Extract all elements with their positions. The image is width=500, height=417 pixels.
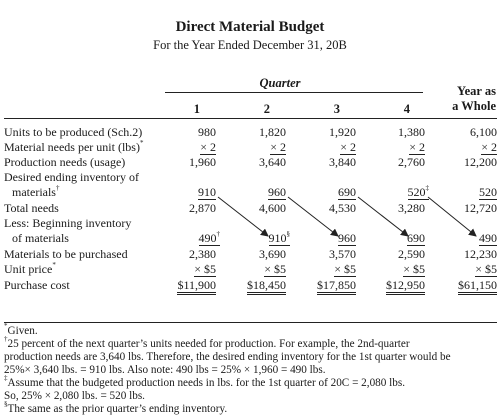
footnote-assume-line2: So, 25% × 2,080 lbs. = 520 lbs.: [4, 390, 145, 402]
cell-q2: 4,600: [259, 201, 286, 215]
row-label: Less: Beginning inventory: [4, 216, 132, 230]
cell-q4: 3,280: [398, 201, 425, 215]
cell-q2: 1,820: [259, 125, 286, 139]
arrow-q1-to-q2: [218, 197, 268, 236]
cell-q1: $11,900: [177, 278, 216, 295]
cell-year: 490: [479, 231, 497, 245]
footnote-percent-line2: production needs are 3,640 lbs. Therefore, the desired ending inventory for the 1st quarter would be: [4, 351, 451, 363]
cell-q3: 4,530: [329, 201, 356, 215]
column-header-q2: 2: [263, 102, 270, 116]
quarter-header: Quarter: [259, 76, 301, 90]
cell-q1: 490†: [198, 230, 220, 245]
cell-q2: 960: [268, 185, 286, 199]
cell-q4: 2,590: [398, 247, 425, 261]
cell-year: × 2: [481, 140, 497, 154]
cell-q4: 520‡: [407, 184, 429, 199]
arrow-q2-to-q3: [288, 197, 338, 236]
cell-year: 6,100: [470, 125, 497, 139]
cell-q1: × $5: [194, 262, 216, 276]
cell-q1: 2,870: [189, 201, 216, 215]
cell-q2: × 2: [270, 140, 286, 154]
given-mark: *: [139, 139, 144, 147]
arrow-q3-to-q4: [358, 197, 408, 236]
cell-q2: × $5: [264, 262, 286, 276]
section-mark: §: [286, 230, 290, 238]
cell-year: × $5: [475, 262, 497, 276]
cell-q2: 3,690: [259, 247, 286, 261]
cell-year: 12,720: [464, 201, 497, 215]
cell-q1: 2,380: [189, 247, 216, 261]
cell-q3: × 2: [340, 140, 356, 154]
row-label: Materials to be purchased: [4, 247, 128, 261]
row-label: materials†: [12, 184, 60, 199]
cell-year: 12,200: [464, 155, 497, 169]
year-header-line1: Year as: [456, 84, 496, 98]
cell-q1: 910: [198, 185, 216, 199]
column-header-q1: 1: [193, 102, 200, 116]
cell-q2: 910§: [268, 230, 290, 245]
footnote-given: *Given.: [4, 322, 38, 337]
arrow-q4-to-year: [428, 197, 476, 236]
cell-q1: × 2: [200, 140, 216, 154]
cell-q2: 3,640: [259, 155, 286, 169]
cell-q3: × $5: [334, 262, 356, 276]
row-label: Material needs per unit (lbs)*: [4, 139, 144, 154]
cell-q4: $12,950: [386, 278, 425, 295]
cell-q3: $17,850: [317, 278, 356, 295]
row-label: Production needs (usage): [4, 155, 126, 169]
cell-q1: 980: [198, 125, 216, 139]
column-header-q3: 3: [333, 102, 340, 116]
cell-q3: 3,840: [329, 155, 356, 169]
footnote-assume-line1: ‡Assume that the budgeted production needs in lbs. for the 1st quarter of 20C = 2,080 lbs.: [4, 374, 405, 389]
footnote-percent-line1: †25 percent of the next quarter’s units needed for production. For example, the 2nd-quarter: [4, 335, 410, 350]
cell-q3: 960: [338, 231, 356, 245]
budget-subtitle: For the Year Ended December 31, 20B: [153, 38, 347, 52]
footnote-same: §The same as the prior quarter’s ending inventory.: [4, 400, 228, 415]
footnote-percent-line3: 25%× 3,640 lbs. = 910 lbs. Also note: 490 lbs = 25% × 1,960 = 490 lbs.: [4, 364, 326, 376]
cell-q3: 690: [338, 185, 356, 199]
row-label: Desired ending inventory of: [4, 170, 139, 184]
row-label: of materials: [12, 231, 69, 245]
cell-q3: 1,920: [329, 125, 356, 139]
cell-q4: 2,760: [398, 155, 425, 169]
year-header-line2: a Whole: [452, 99, 496, 113]
dagger-mark: †: [216, 230, 220, 238]
cell-q4: 690: [407, 231, 425, 245]
cell-year: 520: [479, 185, 497, 199]
cell-year: $61,150: [458, 278, 497, 295]
cell-q4: × 2: [409, 140, 425, 154]
row-label: Purchase cost: [4, 278, 70, 292]
cell-year: 12,230: [464, 247, 497, 261]
row-label: Unit price*: [4, 261, 56, 276]
cell-q4: 1,380: [398, 125, 425, 139]
budget-title: Direct Material Budget: [175, 19, 325, 35]
bottom-rule: [4, 322, 497, 323]
column-header-q4: 4: [403, 102, 410, 116]
cell-q1: 1,960: [189, 155, 216, 169]
cell-q2: $18,450: [247, 278, 286, 295]
cell-q3: 3,570: [329, 247, 356, 261]
given-mark: *: [52, 261, 56, 269]
double-dagger-mark: ‡: [425, 184, 429, 192]
dagger-mark: †: [55, 184, 60, 192]
cell-q4: × $5: [403, 262, 425, 276]
row-label: Units to be produced (Sch.2): [4, 125, 143, 139]
row-label: Total needs: [4, 201, 59, 215]
